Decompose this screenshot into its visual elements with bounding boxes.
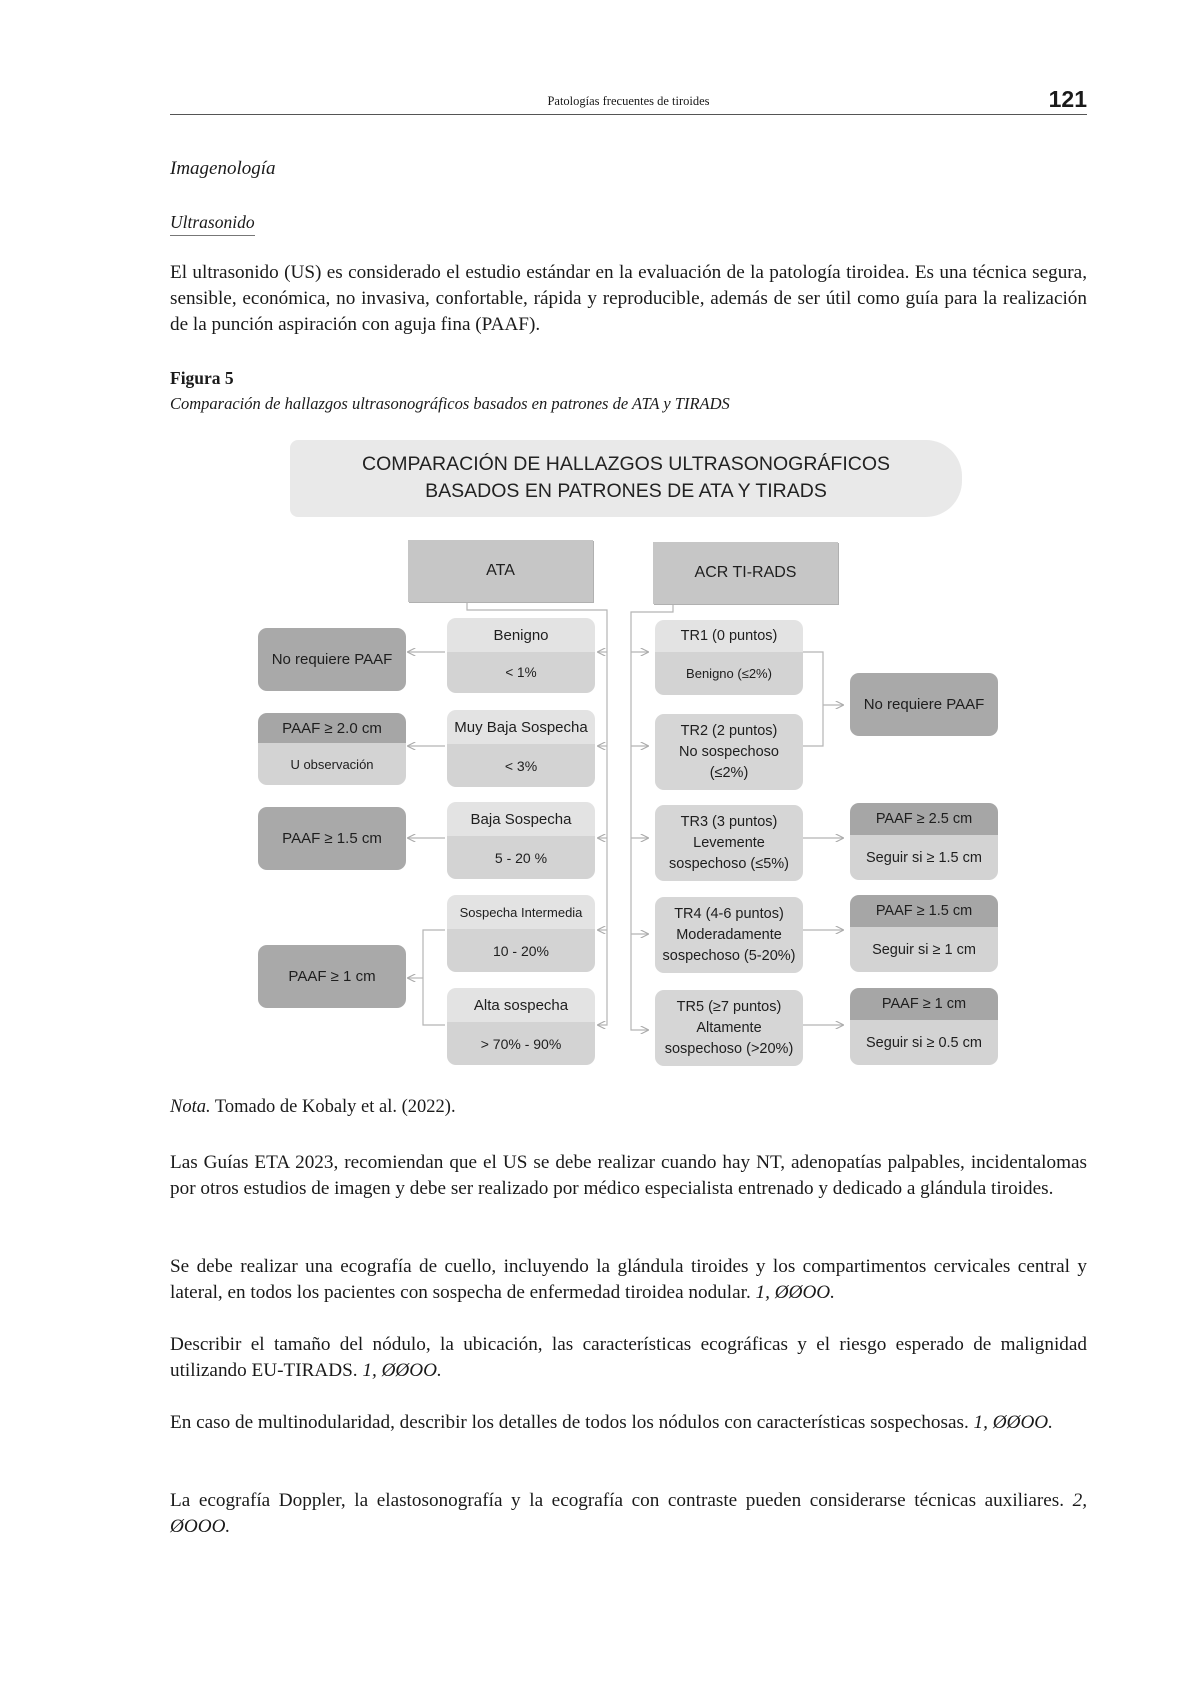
tirads-tr5-line2: Altamente	[696, 1019, 762, 1036]
subsection-title: Ultrasonido	[170, 212, 255, 236]
figure-note	[170, 1097, 456, 1118]
diagram-title	[290, 440, 962, 517]
tirads-action-paaf-1-5cm-top: PAAF ≥ 1.5 cm	[850, 895, 998, 927]
paragraph-2-text: Se debe realizar una ecografía de cuello, incluyendo la glándula tiroides y los compartimentos cervicales central y lateral, en todos los pacientes con sospecha de enfermedad tiroidea nodular.	[170, 1256, 1087, 1303]
figure-label: Figura 5	[170, 368, 234, 388]
tirads-tr3-line2: Levemente	[693, 834, 765, 851]
tirads-action-no-paaf: No requiere PAAF	[850, 673, 998, 736]
ata-alta-sospecha	[447, 988, 595, 1065]
paragraph-3	[170, 1332, 1087, 1384]
paragraph-2-evidence: 1, ØØOO.	[755, 1282, 835, 1303]
ata-action-paaf-2cm-bottom: U observación	[258, 743, 406, 785]
tirads-action-paaf-2-5cm-bottom: Seguir si ≥ 1.5 cm	[850, 835, 998, 880]
ata-muy-baja-name: Muy Baja Sospecha	[447, 710, 595, 744]
tirads-action-paaf-2-5cm	[850, 803, 998, 880]
ata-benigno-risk: < 1%	[447, 652, 595, 693]
ata-baja-risk: 5 - 20 %	[447, 836, 595, 879]
ata-action-paaf-1cm: PAAF ≥ 1 cm	[258, 945, 406, 1008]
tirads-tr1-line2: Benigno (≤2%)	[655, 652, 803, 695]
ata-baja-sospecha	[447, 802, 595, 879]
tirads-tr1	[655, 620, 803, 695]
tirads-tr3-line3: sospechoso (≤5%)	[669, 855, 789, 872]
paragraph-3-text: Describir el tamaño del nódulo, la ubicación, las características ecográficas y el riesgo esperado de malignidad utilizando EU-TIRADS.	[170, 1334, 1087, 1381]
intro-paragraph: El ultrasonido (US) es considerado el estudio estándar en la evaluación de la patología tiroidea. Es una técnica segura, sensible, económica, no invasiva, confortable, rápida y reproducible, además de ser útil como guía para la realización de la punción aspiración con aguja fina (PAAF).	[170, 262, 1087, 335]
ata-benigno-name: Benigno	[447, 618, 595, 652]
tirads-tr5	[655, 990, 803, 1066]
ata-muy-baja-sospecha	[447, 710, 595, 787]
ata-action-paaf-2cm-top: PAAF ≥ 2.0 cm	[258, 713, 406, 743]
tirads-tr4-line1: TR4 (4-6 puntos)	[674, 905, 784, 922]
tirads-tr2	[655, 714, 803, 790]
tirads-tr5-line3: sospechoso (>20%)	[664, 1040, 794, 1057]
diagram-title-line1: COMPARACIÓN DE HALLAZGOS ULTRASONOGRÁFICOS	[361, 453, 891, 475]
tirads-tr4-line2: Moderadamente	[676, 926, 782, 943]
paragraph-5-text: La ecografía Doppler, la elastosonografía y la ecografía con contraste pueden considerarse técnicas auxiliares.	[170, 1490, 1073, 1511]
paragraph-4	[170, 1410, 1087, 1436]
tirads-action-paaf-1-5cm	[850, 895, 998, 972]
ata-action-paaf-1-5cm: PAAF ≥ 1.5 cm	[258, 807, 406, 870]
tirads-action-paaf-1-5cm-bottom: Seguir si ≥ 1 cm	[850, 927, 998, 972]
ata-action-no-paaf: No requiere PAAF	[258, 628, 406, 691]
figure-caption: Comparación de hallazgos ultrasonográficos basados en patrones de ATA y TIRADS	[170, 394, 730, 413]
ata-action-paaf-2cm	[258, 713, 406, 785]
tirads-tr5-line1: TR5 (≥7 puntos)	[676, 998, 782, 1015]
tirads-tr2-line2: No sospechoso	[679, 743, 779, 760]
paragraph-4-evidence: 1, ØØOO.	[973, 1412, 1053, 1433]
tirads-header: ACR TI-RADS	[653, 542, 838, 604]
running-title: Patologías frecuentes de tiroides	[547, 94, 710, 108]
tirads-tr1-line1: TR1 (0 puntos)	[655, 620, 803, 652]
paragraph-1	[170, 1150, 1087, 1202]
page-number: 121	[1048, 86, 1087, 112]
tirads-tr4-line3: sospechoso (5-20%)	[662, 947, 796, 964]
note-label: Nota.	[170, 1097, 211, 1117]
tirads-action-paaf-1cm	[850, 988, 998, 1065]
ata-muy-baja-risk: < 3%	[447, 744, 595, 787]
running-header	[170, 86, 1087, 115]
paragraph-4-text: En caso de multinodularidad, describir los detalles de todos los nódulos con características sospechosas.	[170, 1412, 974, 1433]
ata-alta-risk: > 70% - 90%	[447, 1022, 595, 1065]
tirads-action-paaf-2-5cm-top: PAAF ≥ 2.5 cm	[850, 803, 998, 835]
tirads-tr2-line3: (≤2%)	[709, 764, 749, 781]
tirads-tr3	[655, 805, 803, 881]
tirads-action-paaf-1cm-bottom: Seguir si ≥ 0.5 cm	[850, 1020, 998, 1065]
paragraph-5	[170, 1488, 1087, 1540]
ata-sospecha-intermedia	[447, 895, 595, 972]
ata-benigno	[447, 618, 595, 693]
ata-header: ATA	[408, 540, 593, 602]
paragraph-2	[170, 1254, 1087, 1306]
ata-alta-name: Alta sospecha	[447, 988, 595, 1022]
paragraph-5-evidence: 2, ØOOO.	[170, 1490, 1087, 1537]
ata-intermedia-risk: 10 - 20%	[447, 929, 595, 972]
note-text: Tomado de Kobaly et al. (2022).	[210, 1097, 456, 1117]
ata-baja-name: Baja Sospecha	[447, 802, 595, 836]
ata-intermedia-name: Sospecha Intermedia	[447, 895, 595, 929]
tirads-tr3-line1: TR3 (3 puntos)	[680, 813, 778, 830]
comparison-diagram	[255, 440, 1005, 1075]
diagram-title-line2: BASADOS EN PATRONES DE ATA Y TIRADS	[425, 480, 827, 502]
paragraph-3-evidence: 1, ØØOO.	[362, 1360, 442, 1381]
paragraph-1-text: Las Guías ETA 2023, recomiendan que el US se debe realizar cuando hay NT, adenopatías palpables, incidentalomas por otros estudios de imagen y debe ser realizado por médico especialista entrenado y dedicado a glándula tiroides.	[170, 1152, 1087, 1199]
tirads-tr2-line1: TR2 (2 puntos)	[680, 722, 778, 739]
tirads-action-paaf-1cm-top: PAAF ≥ 1 cm	[850, 988, 998, 1020]
section-title: Imagenología	[170, 158, 276, 179]
tirads-tr4	[655, 897, 803, 973]
